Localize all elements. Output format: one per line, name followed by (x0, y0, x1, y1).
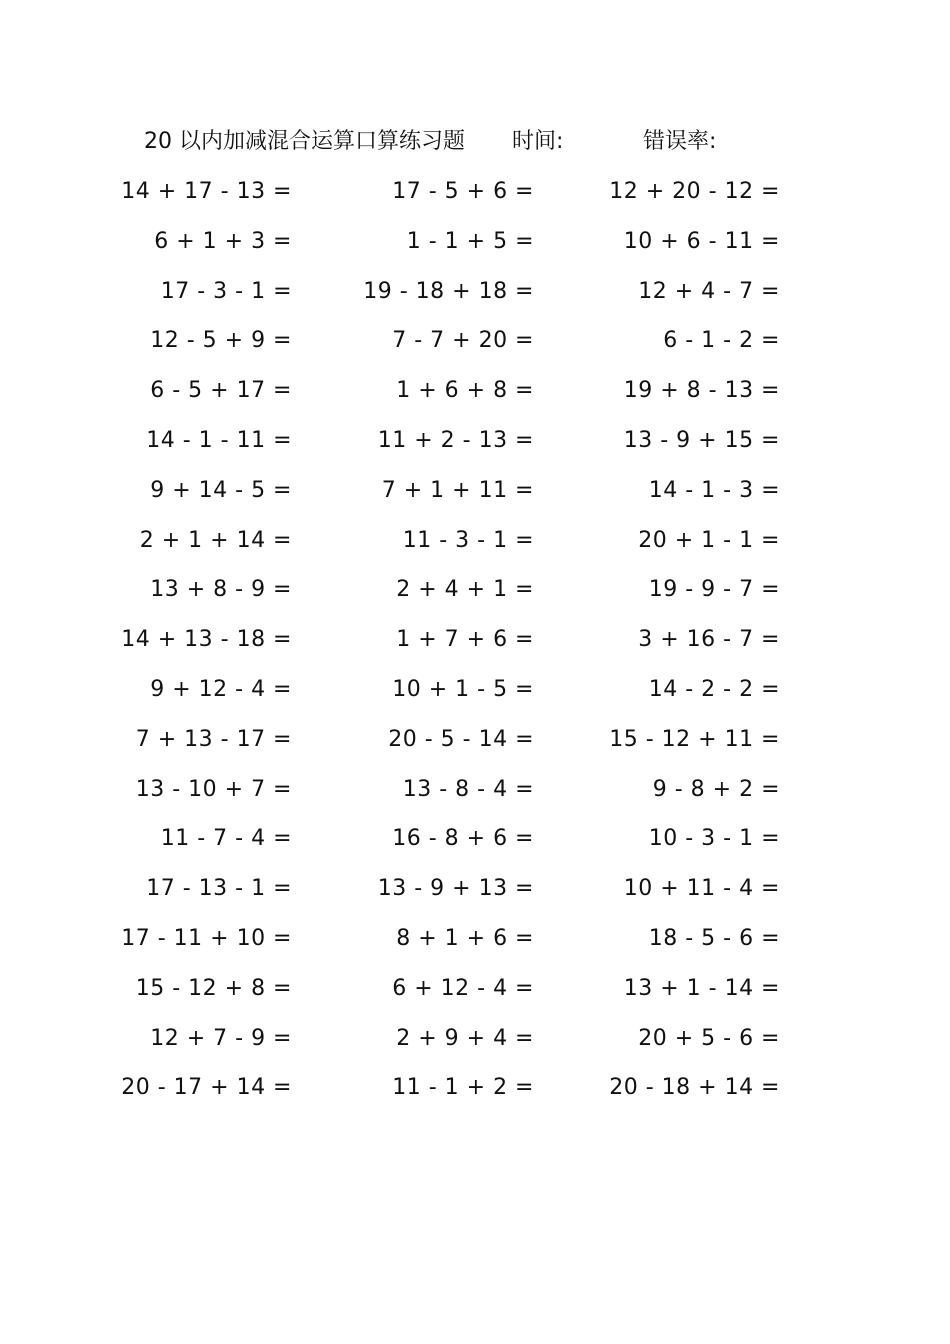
problem-item: 14 + 13 - 18 = (121, 627, 292, 653)
problem-item: 17 - 3 - 1 = (160, 278, 292, 304)
problem-item: 14 - 1 - 11 = (146, 427, 292, 453)
problem-item: 3 + 16 - 7 = (638, 627, 780, 653)
problem-row (0, 222, 950, 272)
problem-item: 13 - 8 - 4 = (402, 776, 534, 802)
problem-row (0, 1019, 950, 1069)
problem-item: 7 + 1 + 11 = (381, 477, 534, 503)
problem-item: 10 + 6 - 11 = (623, 228, 780, 254)
problem-item: 14 - 1 - 3 = (648, 477, 780, 503)
problem-item: 9 + 14 - 5 = (150, 477, 292, 503)
problem-item: 13 - 9 + 13 = (377, 876, 534, 902)
problem-item: 7 - 7 + 20 = (392, 328, 534, 354)
problem-row (0, 570, 950, 620)
problem-item: 16 - 8 + 6 = (392, 826, 534, 852)
problem-item: 13 + 1 - 14 = (623, 975, 780, 1001)
problem-item: 17 - 13 - 1 = (146, 876, 292, 902)
problem-item: 20 - 5 - 14 = (388, 726, 534, 752)
problem-item: 2 + 9 + 4 = (396, 1025, 534, 1051)
problem-row (0, 272, 950, 322)
problem-item: 2 + 4 + 1 = (396, 577, 534, 603)
problem-item: 12 - 5 + 9 = (150, 328, 292, 354)
problem-item: 12 + 4 - 7 = (638, 278, 780, 304)
problem-item: 12 + 7 - 9 = (150, 1025, 292, 1051)
problem-item: 20 + 5 - 6 = (638, 1025, 780, 1051)
problem-item: 13 - 10 + 7 = (135, 776, 292, 802)
problem-item: 14 + 17 - 13 = (121, 179, 292, 204)
problem-row (0, 471, 950, 521)
problem-row (0, 321, 950, 371)
problem-item: 6 - 5 + 17 = (150, 378, 292, 404)
problem-row (0, 720, 950, 770)
problem-item: 20 - 18 + 14 = (609, 1075, 780, 1101)
problem-item: 2 + 1 + 14 = (139, 527, 292, 553)
problem-item: 15 - 12 + 11 = (609, 726, 780, 752)
problem-row (0, 770, 950, 820)
problem-row (0, 969, 950, 1019)
problem-row (0, 869, 950, 919)
problem-item: 1 - 1 + 5 = (406, 228, 534, 254)
problem-row (0, 371, 950, 421)
problem-row (0, 421, 950, 471)
problem-item: 13 - 9 + 15 = (623, 427, 780, 453)
problem-item: 18 - 5 - 6 = (648, 925, 780, 951)
problem-item: 8 + 1 + 6 = (396, 925, 534, 951)
problem-row (0, 521, 950, 571)
problem-row (0, 919, 950, 969)
problem-item: 10 - 3 - 1 = (648, 826, 780, 852)
problem-item: 9 + 12 - 4 = (150, 676, 292, 702)
problem-item: 10 + 1 - 5 = (392, 676, 534, 702)
problem-item: 19 - 18 + 18 = (363, 278, 534, 304)
problem-item: 19 + 8 - 13 = (623, 378, 780, 404)
problem-row (0, 620, 950, 670)
problem-item: 6 - 1 - 2 = (663, 328, 780, 354)
problem-item: 11 + 2 - 13 = (377, 427, 534, 453)
problem-item: 19 - 9 - 7 = (648, 577, 780, 603)
problem-item: 15 - 12 + 8 = (135, 975, 292, 1001)
problem-item: 10 + 11 - 4 = (623, 876, 780, 902)
problem-item: 6 + 1 + 3 = (154, 228, 292, 254)
problem-item: 7 + 13 - 17 = (135, 726, 292, 752)
problem-item: 20 + 1 - 1 = (638, 527, 780, 553)
problem-item: 11 - 1 + 2 = (392, 1075, 534, 1101)
problem-item: 17 - 11 + 10 = (121, 925, 292, 951)
problem-item: 13 + 8 - 9 = (150, 577, 292, 603)
problem-row (0, 1068, 950, 1118)
problem-item: 1 + 7 + 6 = (396, 627, 534, 653)
problem-item: 9 - 8 + 2 = (652, 776, 780, 802)
problem-item: 14 - 2 - 2 = (648, 676, 780, 702)
problem-item: 11 - 7 - 4 = (160, 826, 292, 852)
time-label: 时间: (512, 129, 564, 154)
problem-row (0, 172, 950, 222)
problem-item: 12 + 20 - 12 = (609, 179, 780, 204)
problem-grid (0, 172, 950, 1118)
problem-item: 1 + 6 + 8 = (396, 378, 534, 404)
worksheet-title: 20 以内加减混合运算口算练习题 (144, 129, 465, 154)
problem-item: 11 - 3 - 1 = (402, 527, 534, 553)
problem-item: 6 + 12 - 4 = (392, 975, 534, 1001)
problem-item: 17 - 5 + 6 = (392, 179, 534, 204)
error-rate-label: 错误率: (643, 129, 717, 154)
problem-row (0, 819, 950, 869)
problem-item: 20 - 17 + 14 = (121, 1075, 292, 1101)
problem-row (0, 670, 950, 720)
